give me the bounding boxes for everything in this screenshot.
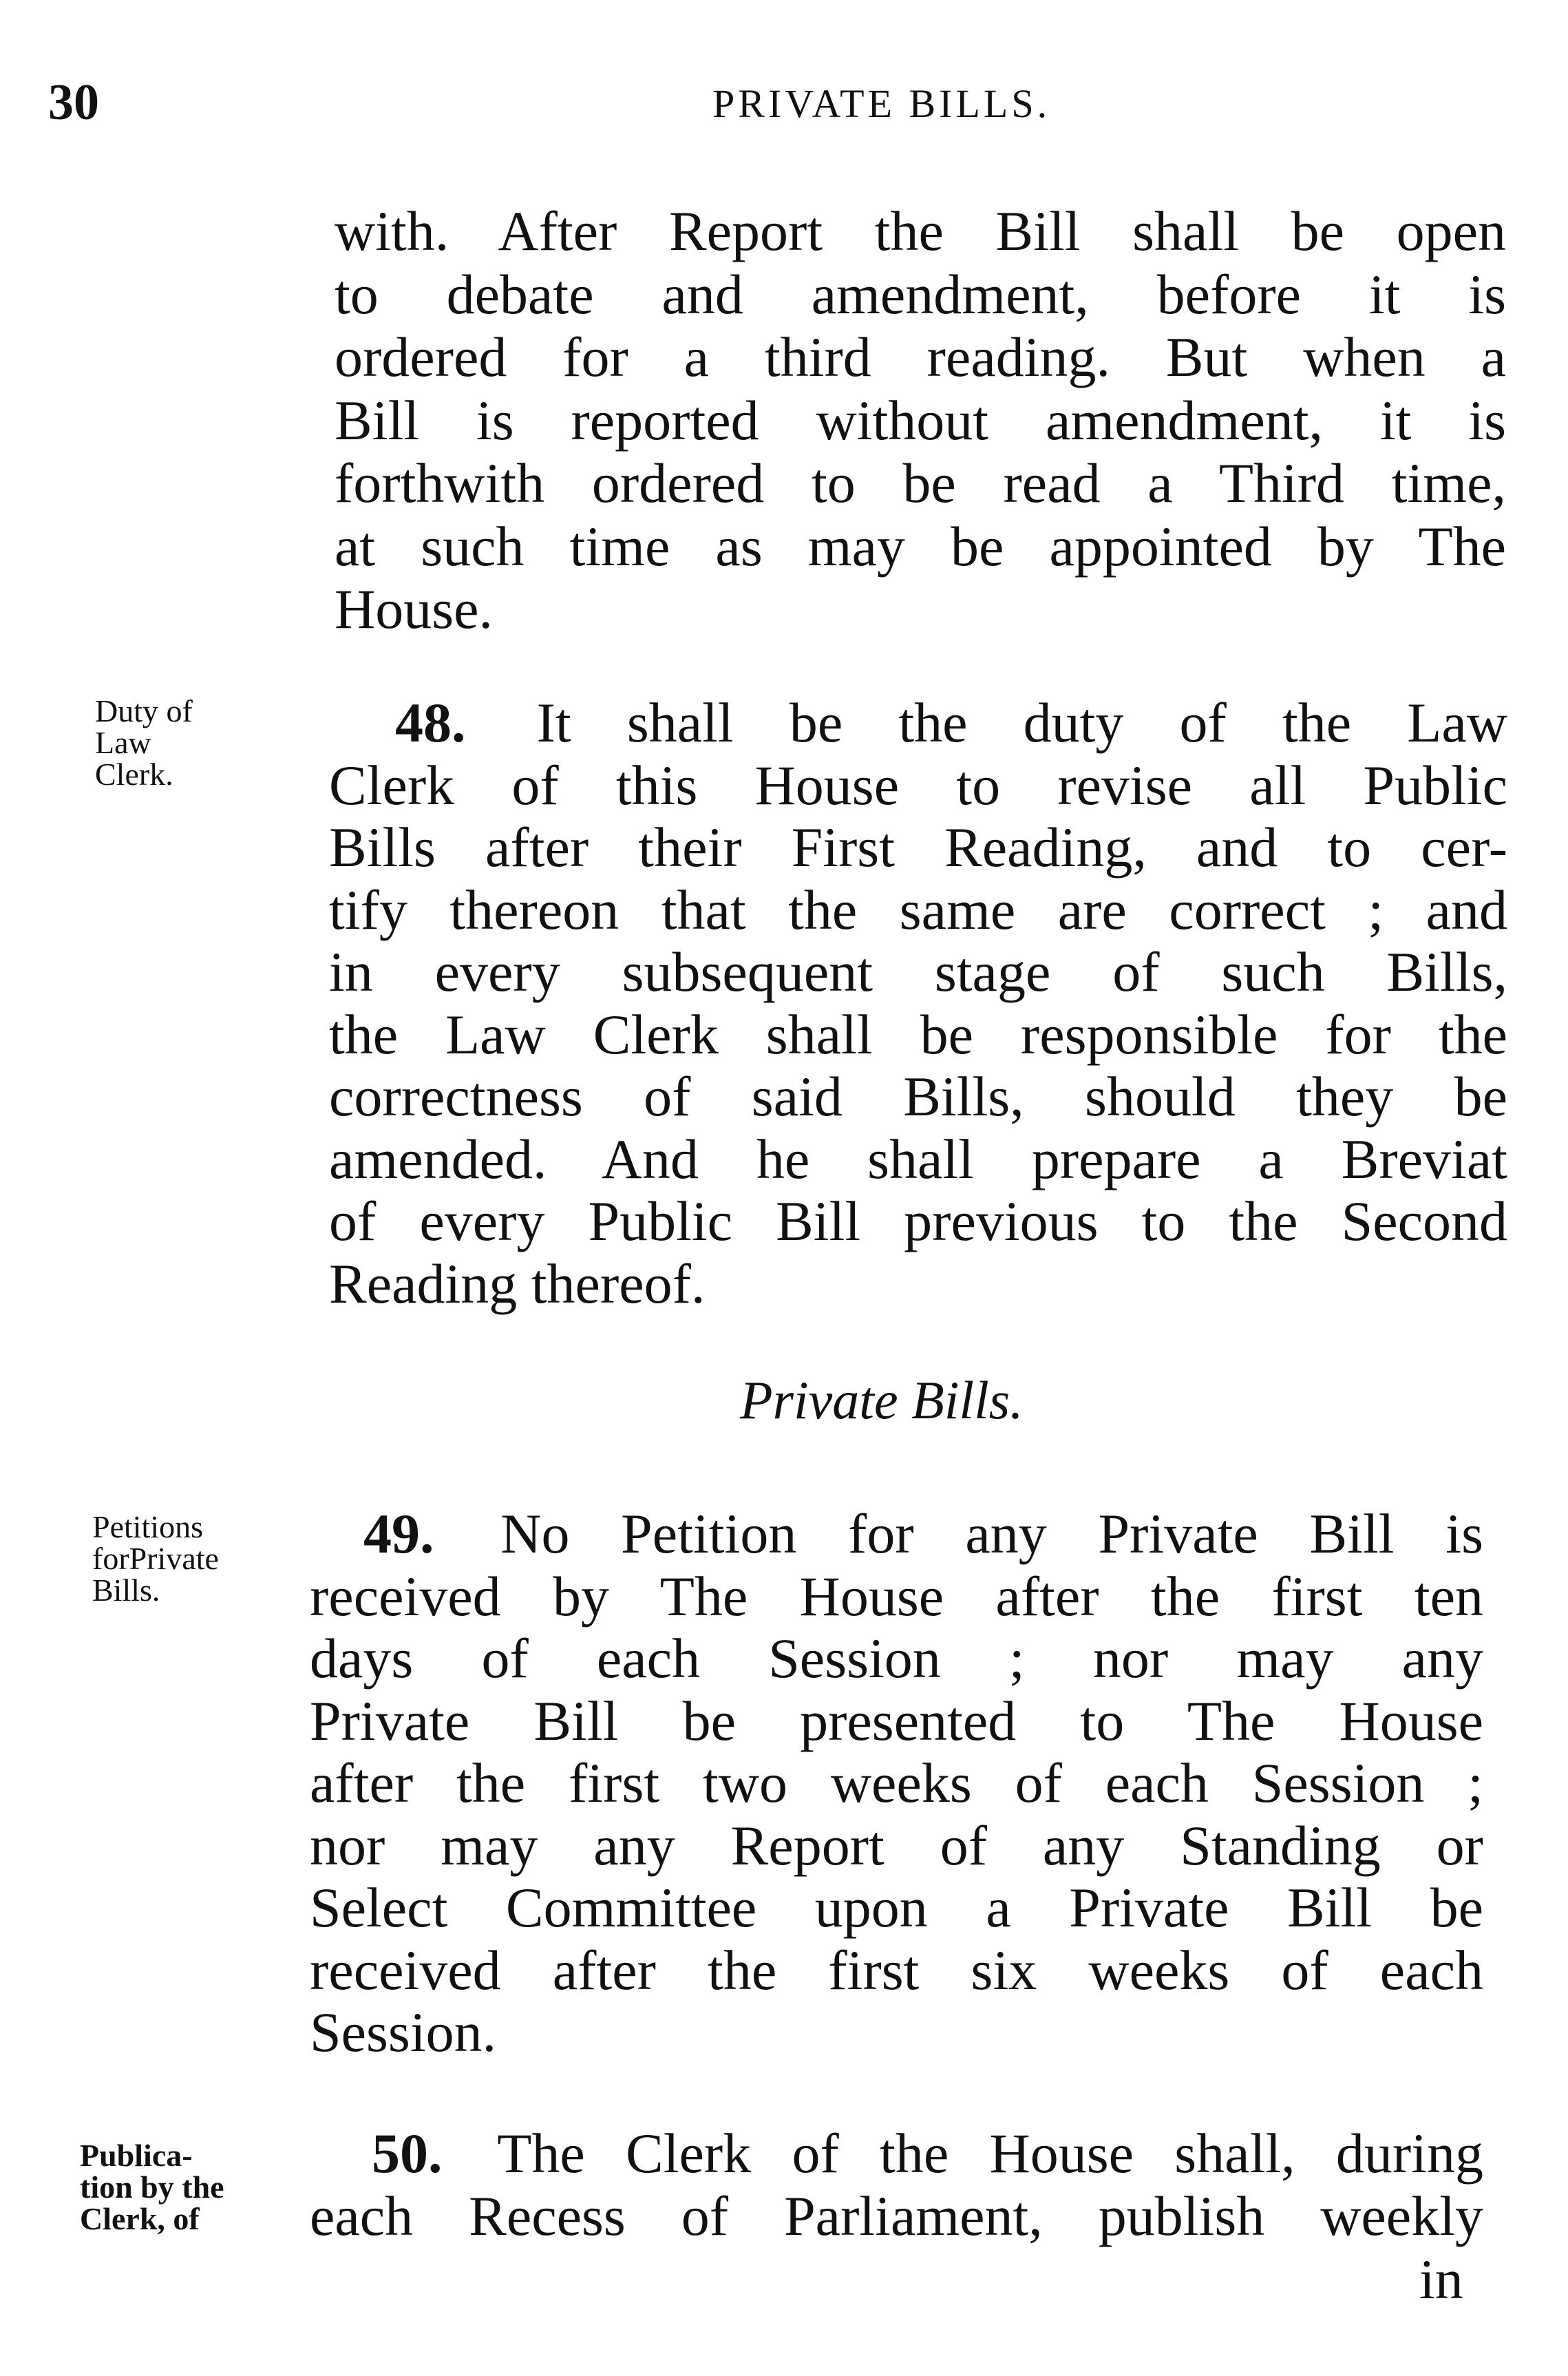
margin-note-line: Clerk. [95, 757, 173, 792]
text-line: forthwith ordered to be read a Third time, [335, 452, 1506, 514]
text-line: correctness of said Bills, should they be [329, 1065, 1507, 1128]
rule-48-first-line [329, 692, 1507, 755]
margin-note-line: Petitions [92, 1509, 204, 1544]
text-line: tify thereon that the same are correct ; and [329, 878, 1507, 941]
text-line: Bills after their First Reading, and to cer- [329, 816, 1507, 879]
text-line: received after the first six weeks of each [310, 1938, 1483, 2001]
margin-note-line: forPrivate [92, 1541, 219, 1576]
text-line: after the first two weeks of each Session ; [310, 1752, 1483, 1814]
rule-number: 50. [372, 2122, 443, 2185]
text-line: Select Committee upon a Private Bill be [310, 1876, 1483, 1939]
rule-49-first-line [310, 1503, 1483, 1566]
text-line: each Recess of Parliament, publish weekly [310, 2184, 1483, 2247]
margin-note-48 [95, 695, 193, 790]
running-title: PRIVATE BILLS. [712, 81, 1051, 126]
page-number: 30 [48, 74, 99, 131]
margin-note-line: Law [95, 725, 151, 760]
text-line: with. After Report the Bill shall be open [335, 200, 1506, 262]
text-line: Clerk of this House to revise all Public [329, 753, 1507, 817]
text-line: ordered for a third reading. But when a [335, 326, 1506, 388]
rule-number: 49. [363, 1502, 434, 1565]
text-line: of every Public Bill previous to the Second [329, 1190, 1507, 1252]
text-segment: It shall be the duty of the Law [536, 691, 1507, 754]
text-line: days of each Session ; nor may any [310, 1627, 1483, 1690]
margin-note-line: Publica- [80, 2138, 193, 2173]
text-line: to debate and amendment, before it is [335, 262, 1506, 326]
margin-note-50 [80, 2140, 224, 2235]
text-line: Session. [310, 2001, 497, 2063]
margin-note-49 [92, 1511, 219, 1606]
text-line: amended. And he shall prepare a Breviat [329, 1127, 1507, 1190]
text-line: Reading thereof. [329, 1252, 706, 1315]
rule-49-paragraph [310, 1503, 1483, 2064]
text-line: House. [335, 578, 494, 640]
text-line: the Law Clerk shall be responsible for the [329, 1002, 1507, 1066]
continuation-paragraph [335, 200, 1506, 641]
text-line: in every subsequent stage of such Bills, [329, 940, 1507, 1003]
text-segment: No Petition for any Private Bill is [500, 1502, 1483, 1565]
text-line: at such time as may be appointed by The [335, 514, 1506, 578]
rule-48-paragraph [329, 692, 1507, 1315]
rule-50-paragraph [310, 2123, 1483, 2247]
text-line: Bill is reported without amendment, it is [335, 388, 1506, 452]
catchword: in [1419, 2248, 1463, 2311]
text-line: nor may any Report of any Standing or [310, 1813, 1483, 1877]
margin-note-line: Duty of [95, 693, 193, 728]
rule-50-first-line [310, 2123, 1483, 2185]
text-segment: The Clerk of the House shall, during [497, 2122, 1483, 2185]
rule-number: 48. [395, 691, 466, 754]
margin-note-line: Clerk, of [80, 2201, 200, 2236]
margin-note-line: Bills. [92, 1573, 160, 1608]
section-heading: Private Bills. [740, 1370, 1024, 1430]
text-line: received by The House after the first ten [310, 1564, 1483, 1628]
margin-note-line: tion by the [80, 2169, 224, 2205]
text-line: Private Bill be presented to The House [310, 1689, 1483, 1752]
